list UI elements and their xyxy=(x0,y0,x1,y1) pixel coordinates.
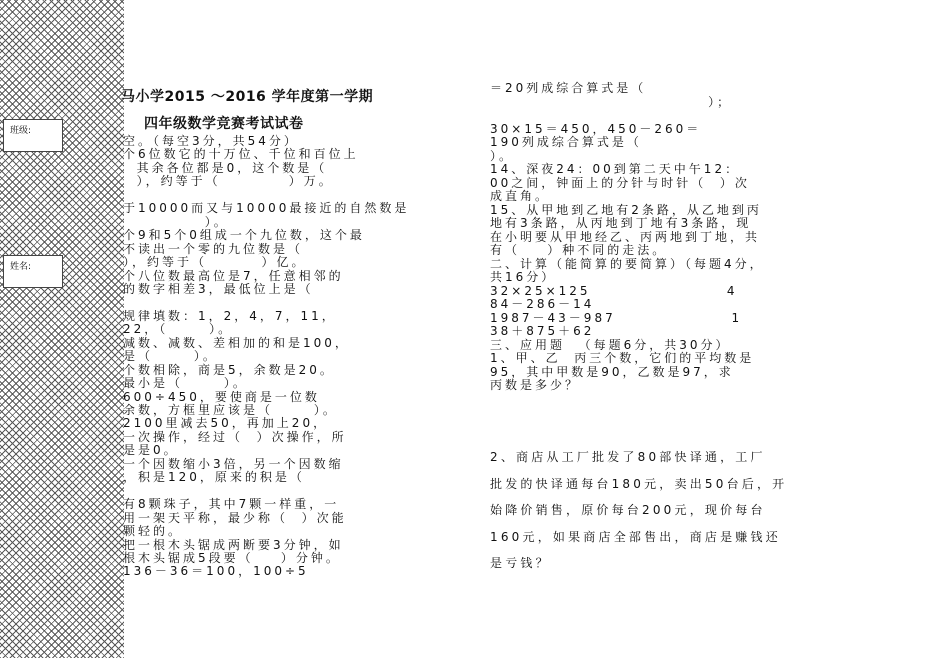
problem2-lines-line: 批发的快译通每台180元，卖出50台后，开 xyxy=(490,476,788,491)
right-lines-line: ＝20列成综合算式是（ xyxy=(490,81,647,95)
left-lines-line: 2100里减去50，再加上20， xyxy=(123,416,329,431)
right-lines-line: 32×25×125 4 xyxy=(490,283,738,298)
exam-title-line1: 马小学2015 ～2016 学年度第一学期 xyxy=(121,89,374,105)
right-lines-line: 1987－43－987 1 xyxy=(490,310,743,325)
exam-title-line2: 四年级数学竞赛考试试卷 xyxy=(144,116,304,132)
right-lines-line: 95，其中甲数是90，乙数是97，求 xyxy=(490,364,734,379)
left-lines-line: 余数，方框里应该是（ ）。 xyxy=(123,403,338,417)
left-lines-line: 是是0。 xyxy=(123,443,179,458)
left-lines-line: 一次操作，经过（ ）次操作，所 xyxy=(123,429,347,444)
name-label: 姓名: xyxy=(10,262,32,272)
right-lines-line: 14、深夜24：00到第二天中午12： xyxy=(490,162,741,176)
left-lines-line: 600÷450，要使商是一位数 xyxy=(123,389,320,404)
left-lines-line: 个八位数最高位是7，任意相邻的 xyxy=(123,268,344,283)
left-lines-line: 把一根木头锯成两断要3分钟，如 xyxy=(123,537,344,552)
left-lines-line: 是（ ）。 xyxy=(123,349,218,364)
class-field xyxy=(3,119,63,152)
left-lines-line: 22，（ ）。 xyxy=(123,322,234,337)
problem2-lines-line: 是亏钱？ xyxy=(490,556,551,570)
left-lines-line: 个6位数它的十万位、千位和百位上 xyxy=(123,147,359,162)
left-lines-line: 规律填数：1，2，4，7，11， xyxy=(123,308,337,323)
left-lines-line: 136－36＝100，100÷5 xyxy=(123,564,309,579)
right-lines-line: 地有3条路，从丙地到丁地有3条路，现 xyxy=(490,216,752,230)
left-lines-line: 个数相除，商是5，余数是20。 xyxy=(123,362,335,377)
left-lines-line: 空。（每空3分，共54分） xyxy=(123,134,299,148)
left-lines-line: ，积是120，原来的积是（ xyxy=(123,470,305,485)
right-lines-line: 二、计算（能简算的要简算）（每题4分， xyxy=(490,256,765,271)
problem2-lines-line: 2、商店从工厂批发了80部快译通，工厂 xyxy=(490,450,766,464)
problem2-lines-line: 始降价销售，原价每台200元，现价每台 xyxy=(490,503,766,517)
right-lines-line: ）； xyxy=(490,94,733,109)
right-lines-line: 84－286－14 xyxy=(490,297,595,311)
right-lines-line: 1、甲、乙 丙三个数，它们的平均数是 xyxy=(490,351,755,365)
right-lines-line: 三、应用题 （每题6分，共30分） xyxy=(490,337,731,352)
right-lines-line: 00之间，钟面上的分针与时针（ ）次 xyxy=(490,175,750,190)
right-lines-line: 190列成综合算式是（ xyxy=(490,135,642,149)
left-lines-line: 根木头锯成5段要（ ）分钟。 xyxy=(123,550,341,565)
left-lines-line: 不读出一个零的九位数是（ xyxy=(123,241,304,256)
left-lines-line: 其余各位都是0，这个数是（ xyxy=(123,160,328,175)
left-lines-line: 个9和5个0组成一个九位数，这个最 xyxy=(123,228,365,243)
right-lines-line: 38＋875＋62 xyxy=(490,324,595,338)
left-lines-line: 的数字相差3，最低位上是（ xyxy=(123,281,314,296)
right-lines-line: 15、从甲地到乙地有2条路，从乙地到丙 xyxy=(490,202,762,217)
name-field xyxy=(3,255,63,288)
right-lines-line: 有（ ）种不同的走法。 xyxy=(490,243,668,257)
right-lines-line: 在小明要从甲地经乙、丙两地到丁地，共 xyxy=(490,229,761,244)
left-lines-line: 减数、减数、差相加的和是100， xyxy=(123,335,350,350)
left-lines-line: ），约等于（ ）万。 xyxy=(123,174,334,189)
left-lines-line: 有8颗珠子，其中7颗一样重，一 xyxy=(123,497,340,512)
right-lines-line: 30×15＝450，450－260＝ xyxy=(490,121,702,136)
left-lines-line: 于10000而又与10000最接近的自然数是 xyxy=(123,201,410,216)
left-lines-line: 颗轻的。 xyxy=(123,524,184,539)
left-lines-line: 最小是（ ）。 xyxy=(123,376,248,391)
right-lines-line: 丙数是多少？ xyxy=(490,378,581,392)
left-lines-line: ）。 xyxy=(123,214,229,229)
right-lines-line: 共16分） xyxy=(490,270,557,284)
left-lines-line: 一个因数缩小3倍，另一个因数缩 xyxy=(123,456,344,471)
left-lines-line: 用一架天平称，最少称（ ）次能 xyxy=(123,510,347,525)
problem2-lines-line: 160元，如果商店全部售出，商店是赚钱还 xyxy=(490,529,781,544)
right-lines-line: 成直角。 xyxy=(490,189,551,203)
left-lines-line: ），约等于（ ）亿。 xyxy=(123,255,307,270)
right-lines-line: ）。 xyxy=(490,148,515,163)
class-label: 班级: xyxy=(10,126,32,136)
binding-margin-pattern xyxy=(0,0,124,658)
